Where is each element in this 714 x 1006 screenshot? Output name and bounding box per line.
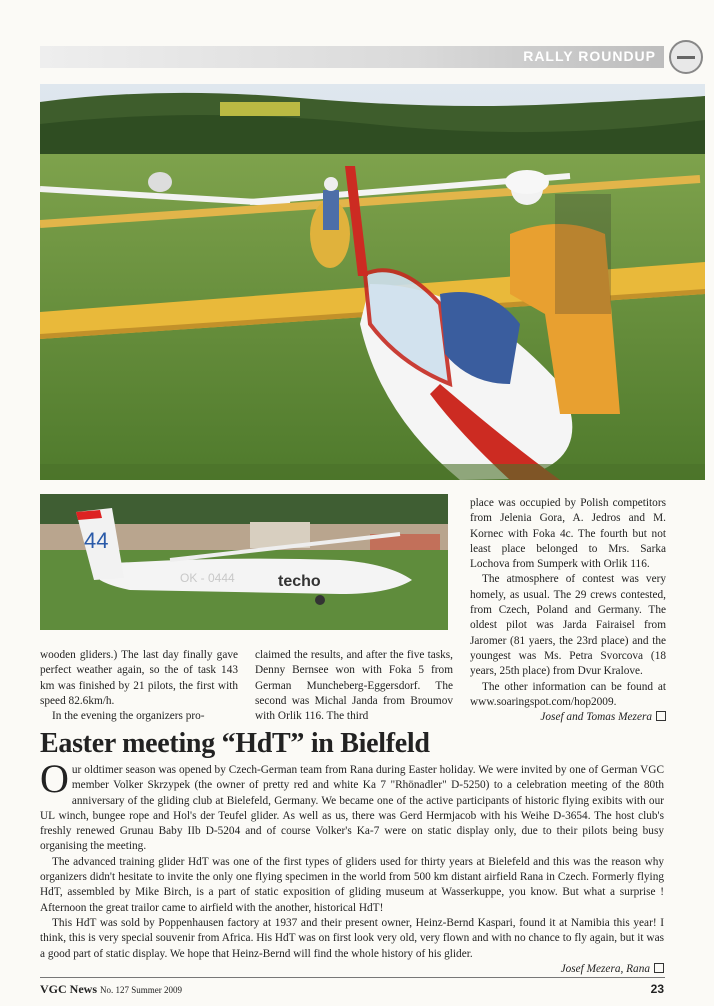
signature-text: Josef and Tomas Mezera (540, 711, 652, 724)
paragraph: The advanced training glider HdT was one of the first types of gliders used for thirty years at Bielefeld and this was the reason why organizers didn't hesitate to invite the only one flying specimen in the world from 500 km distant airfield Rana in Czech. Formerly flying HdT, assembled by Mike Birch, is a part of static exposition of gliding museum at Wasserkuppe, you know. But what a surprise ! Afternoon the great trailor came to airfield with the another, historical HdT! (40, 855, 664, 914)
article-title: Easter meeting “HdT” in Bielfeld (40, 728, 430, 759)
paragraph: wooden gliders.) The last day finally gave perfect weather again, so the of task 143 km was finished by 21 pilots, the first with speed 82.6km/h. (40, 649, 238, 707)
paragraph: The atmosphere of contest was very homely, as usual. The 29 crews contested, from Czech, Poland and Germany. The oldest pilot was Jarda Fairaisel from Jaromer (81 yaers, the 23rd place) and the youngest was Ms. Petra Svorcova (18 years, 25th place) from Dvur Kralove. (470, 573, 666, 678)
rally-signature (470, 710, 666, 725)
rally-column-b (255, 648, 453, 724)
glider-fin-number: 44 (84, 528, 109, 553)
small-photo-glider-landing (40, 494, 448, 630)
easter-article-body (40, 756, 664, 977)
paragraph: The other information can be found at www.soaringspot.com/hop2009. (470, 680, 666, 708)
paragraph: This HdT was sold by Poppenhausen factory at 1937 and their present owner, Heinz-Bernd Kaspari, found it at Namibia this year! I think, this is very special souvenir from Africa. His HdT was on first look very old, very flown and with no chance to fly again, but it was a good part of static display. We hope that Heinz-Bernd will find the whole history of his glider. (40, 916, 664, 960)
rally-column-a (40, 648, 238, 724)
glider-registration: OK - 0444 (180, 571, 235, 585)
footer-magazine (40, 982, 182, 997)
section-title: RALLY ROUNDUP (523, 48, 656, 64)
glider-sponsor-text: techo (278, 573, 321, 590)
rally-column-c (470, 496, 666, 725)
issue-label: No. 127 Summer 2009 (100, 985, 182, 995)
page-number: 23 (650, 982, 664, 996)
footer-divider (40, 977, 665, 978)
dropcap: O (40, 756, 69, 801)
magazine-name: VGC News (40, 982, 97, 996)
easter-signature (40, 962, 664, 977)
paragraph: place was occupied by Polish competitors from Jelenia Gora, A. Jedros and M. Kornec with Foka 4c. The fourth but not least place belonged to Mrs. Sarka Lochova from Sumperk with Orlik 116. (470, 497, 666, 571)
end-mark-icon (656, 711, 666, 721)
main-photo-gliders (40, 84, 705, 480)
section-header-bar (40, 46, 664, 68)
paragraph: In the evening the organizers pro- (52, 710, 205, 723)
paragraph: claimed the results, and after the five tasks, Denny Bernsee won with Foka 5 from German Muncheberg-Eggersdorf. The second was Michal Janda from Broumov with Orlik 116. The third (255, 649, 453, 723)
end-mark-icon (654, 963, 664, 973)
paragraph-text: ur oldtimer season was opened by Czech-German team from Rana during Easter holiday. We were invited by one of German VGC member Volker Skrzypek (the owner of pretty red and white Ka 7 "Rhönadler" D-5250) to a celebration meeting of the 80th anniversary of the gliding club at Bielefeld, Germany. We became one of the active participants of historic flying exibits with our UL winch, bungee rope and Hol's der Teufel glider. As well as us, there was Gerd Hermjacob with his Weihe D-3654. The host club's freshly renewed Grunau Baby IIb D-5204 and of course Volker's Ka-7 were on static display only, due to their pilots being busy organising the meeting. (40, 764, 664, 853)
signature-text: Josef Mezera, Rana (560, 962, 650, 975)
paragraph (40, 756, 664, 855)
club-badge-icon (669, 40, 703, 74)
